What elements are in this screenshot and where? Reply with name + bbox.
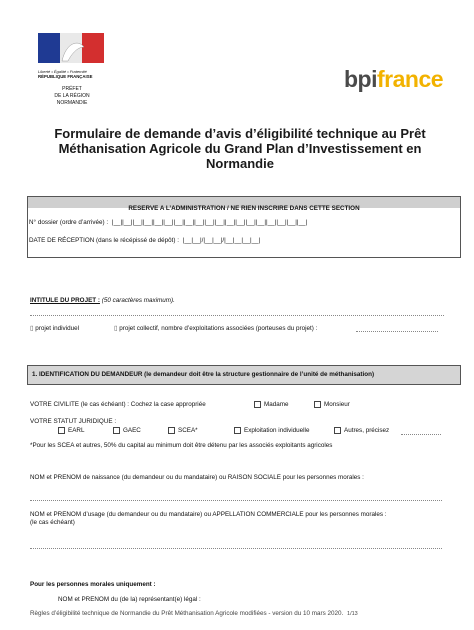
project-type-row	[30, 325, 79, 333]
page-title	[40, 126, 440, 171]
prefet-block	[46, 86, 98, 107]
project-title-row	[30, 297, 175, 305]
civility-option-madame[interactable]	[254, 401, 289, 409]
project-collective-row	[114, 325, 317, 333]
status-label: VOTRE STATUT JURIDIQUE :	[30, 418, 117, 425]
status-option-earl[interactable]	[58, 427, 84, 435]
prefet-line-1: PRÉFET	[62, 86, 82, 92]
checkbox-scea-icon[interactable]	[168, 427, 175, 434]
title-line-3: Normandie	[206, 156, 274, 171]
checkbox-other-icon[interactable]	[334, 427, 341, 434]
reception-date-boxes[interactable]: |__|__|/|__|__|/|__|__|__|__|	[182, 237, 261, 244]
status-gaec-label: GAEC	[123, 427, 141, 435]
dossier-number-boxes[interactable]: |__||__||__||__||__||__||__||__||__||__||__||__||__||__||__||__||__||__||__|	[111, 219, 308, 226]
status-option-individual[interactable]	[234, 427, 309, 435]
section-1-header-text: 1. IDENTIFICATION DU DEMANDEUR (le demandeur doit être la structure gestionnaire de l’unité de méthanisation)	[32, 371, 375, 378]
reception-date-row	[29, 237, 260, 245]
birth-name-label: NOM et PRENOM de naissance (du demandeur ou du mandataire) ou RAISON SOCIALE pour les personnes morales :	[30, 474, 364, 481]
civility-label: VOTRE CIVILITE (le cas échéant) : Cochez la case appropriée	[30, 401, 206, 408]
civility-monsieur-label: Monsieur	[324, 401, 350, 409]
project-title-hint: (50 caractères maximum).	[101, 297, 175, 304]
status-option-scea[interactable]	[168, 427, 198, 435]
page-footer	[30, 610, 358, 618]
status-other-label: Autres, précisez	[344, 427, 390, 435]
admin-box-header-text: RESERVE A L’ADMINISTRATION / NE RIEN INSCRIRE DANS CETTE SECTION	[128, 205, 360, 212]
bpi-logo-suffix: france	[377, 66, 444, 92]
option-collective-label: projet collectif, nombre d’exploitations associées (porteuses du projet) :	[119, 325, 318, 332]
prefet-line-3: NORMANDIE	[56, 100, 88, 106]
scea-footnote	[30, 442, 332, 450]
legal-entities-heading-text: Pour les personnes morales uniquement :	[30, 581, 156, 588]
status-individual-label: Exploitation individuelle	[244, 427, 310, 435]
status-option-other[interactable]	[334, 427, 389, 435]
republic-motto: Liberté • Égalité • Fraternité	[38, 69, 87, 74]
status-label-row	[30, 418, 116, 426]
checkbox-monsieur-icon[interactable]	[314, 401, 321, 408]
status-other-input[interactable]	[401, 434, 441, 435]
birth-name-input[interactable]	[30, 500, 442, 501]
bpifrance-logo	[344, 66, 443, 93]
checkbox-madame-icon[interactable]	[254, 401, 261, 408]
status-option-gaec[interactable]	[113, 427, 141, 435]
admin-box-header	[28, 197, 460, 212]
footer-text: Règles d’éligibilité technique de Normandie du Prêt Méthanisation Agricole modifiées - version du 10 mars 2020.	[30, 610, 344, 617]
republic-name: RÉPUBLIQUE FRANÇAISE	[38, 74, 93, 79]
dossier-number-row	[29, 219, 307, 227]
marianne-flag-icon	[38, 33, 104, 63]
legal-rep-row	[58, 596, 201, 604]
checkbox-individual-farm-icon[interactable]	[234, 427, 241, 434]
collective-count-input[interactable]	[356, 331, 438, 332]
legal-rep-label: NOM et PRENOM du (de la) représentant(e) légal :	[58, 596, 201, 603]
status-earl-label: EARL	[68, 427, 85, 435]
dossier-number-label: N° dossier (ordre d’arrivée) :	[29, 219, 109, 226]
option-individual-label: projet individuel	[35, 325, 79, 332]
checkbox-earl-icon[interactable]	[58, 427, 65, 434]
usage-name-row	[30, 511, 387, 527]
birth-name-row	[30, 474, 364, 482]
usage-name-input[interactable]	[30, 548, 442, 549]
status-scea-label: SCEA*	[178, 427, 198, 435]
title-line-1: Formulaire de demande d’avis d’éligibilité technique au Prêt	[54, 126, 426, 141]
legal-entities-heading	[30, 581, 156, 589]
prefet-line-2: DE LA RÉGION	[54, 93, 90, 99]
civility-option-monsieur[interactable]	[314, 401, 350, 409]
checkbox-collective-icon[interactable]: ▯	[114, 325, 118, 332]
footer-page-number: 1/13	[347, 611, 358, 617]
checkbox-individual-icon[interactable]: ▯	[30, 325, 34, 332]
civility-madame-label: Madame	[264, 401, 289, 409]
civility-row	[30, 401, 206, 409]
project-title-label: INTITULE DU PROJET :	[30, 297, 100, 304]
usage-name-sublabel: (le cas échéant)	[30, 519, 75, 526]
usage-name-label: NOM et PRENOM d’usage (du demandeur ou du mandataire) ou APPELLATION COMMERCIALE pour les personnes morales :	[30, 511, 387, 518]
scea-footnote-text: *Pour les SCEA et autres, 50% du capital au minimum doit être détenu par les associés exploitants agricoles	[30, 442, 333, 449]
checkbox-gaec-icon[interactable]	[113, 427, 120, 434]
reception-date-label: DATE DE RÉCEPTION (dans le récépissé de dépôt) :	[29, 237, 180, 244]
section-1-header	[27, 365, 461, 385]
bpi-logo-prefix: bpi	[344, 66, 377, 92]
admin-reserved-box	[27, 196, 461, 258]
title-line-2: Méthanisation Agricole du Grand Plan d’Investissement en	[58, 141, 422, 156]
project-title-input-line[interactable]	[30, 315, 444, 316]
